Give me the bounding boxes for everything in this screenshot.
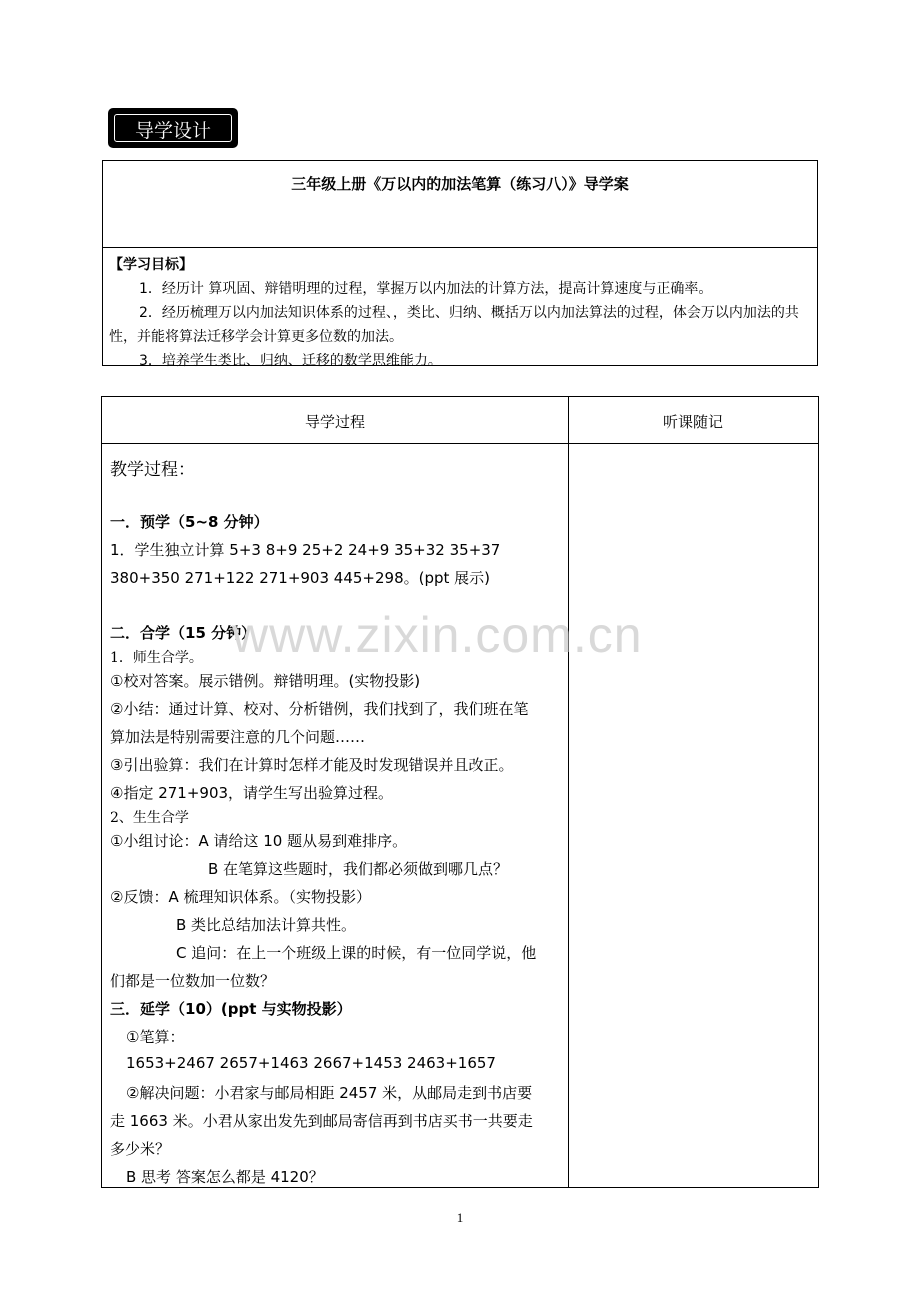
objective-item: 1．经历计 算巩固、辩错明理的过程，掌握万以内加法的计算方法，提高计算速度与正确率。 <box>139 281 713 297</box>
text-line: 走 1663 米。小君从家出发先到邮局寄信再到书店买书一共要走 <box>110 1112 533 1130</box>
text-line: C 追问：在上一个班级上课的时候，有一位同学说，他 <box>176 944 537 962</box>
objectives-heading: 【学习目标】 <box>109 257 193 273</box>
process-table <box>101 396 819 1188</box>
text-line: ①笔算： <box>126 1028 185 1046</box>
text-line: B 类比总结加法计算共性。 <box>176 916 357 934</box>
text-line: 380+350 271+122 271+903 445+298。(ppt 展示) <box>110 569 491 587</box>
section-heading: 二．合学（15 分钟） <box>110 624 257 642</box>
objectives-cell <box>109 253 811 373</box>
header-divider <box>102 443 818 444</box>
page-number: 1 <box>456 1210 464 1225</box>
text-line: ①小组讨论：A 请给这 10 题从易到难排序。 <box>110 832 408 850</box>
text-line: ①校对答案。展示错例。辩错明理。(实物投影) <box>110 672 421 690</box>
text-line: B 在笔算这些题时，我们都必须做到哪几点？ <box>208 860 509 878</box>
text-line: B 思考 答案怎么都是 4120？ <box>126 1168 324 1186</box>
section-badge-label: 导学设计 <box>114 114 232 142</box>
section-heading: 三．延学（10）(ppt 与实物投影） <box>110 1000 352 1018</box>
text-line: 1．学生独立计算 5+3 8+9 25+2 24+9 35+32 35+37 <box>110 541 501 559</box>
title-cell <box>103 161 817 248</box>
header-table <box>102 160 818 369</box>
text-line: ③引出验算：我们在计算时怎样才能及时发现错误并且改正。 <box>110 756 514 774</box>
column-header-process: 导学过程 <box>304 413 365 431</box>
objective-item: 2．经历梳理万以内加法知识体系的过程、，类比、归纳、概括万以内加法算法的过程，体会万以内加法的共性，并能将算法迁移学会计算更多位数的加法。 <box>109 305 799 345</box>
text-line: ②反馈：A 梳理知识体系。（实物投影） <box>110 888 371 906</box>
text-line: 1653+2467 2657+1463 2667+1453 2463+1657 <box>126 1054 496 1072</box>
text-line: 们都是一位数加一位数？ <box>110 972 276 990</box>
objective-item: 3．培养学生类比、归纳、迁移的数学思维能力。 <box>139 353 442 369</box>
text-line: 多少米？ <box>110 1140 171 1158</box>
page-title: 三年级上册《万以内的加法笔算（练习八）》导学案 <box>291 175 629 193</box>
process-heading: 教学过程： <box>110 460 195 480</box>
text-line: 1．师生合学。 <box>110 650 203 666</box>
text-line: ②解决问题：小君家与邮局相距 2457 米，从邮局走到书店要 <box>126 1084 533 1102</box>
column-divider <box>568 397 569 1187</box>
text-line: ②小结：通过计算、校对、分析错例，我们找到了，我们班在笔 <box>110 700 529 718</box>
section-badge <box>108 108 238 148</box>
text-line: ④指定 271+903，请学生写出验算过程。 <box>110 784 394 802</box>
column-header-notes: 听课随记 <box>662 413 723 431</box>
watermark: www.zixin.com.cn <box>232 607 643 663</box>
text-line: 算加法是特别需要注意的几个问题…… <box>110 728 366 746</box>
text-line: 2、生生合学 <box>110 810 189 826</box>
section-heading: 一．预学（5~8 分钟） <box>110 513 269 531</box>
